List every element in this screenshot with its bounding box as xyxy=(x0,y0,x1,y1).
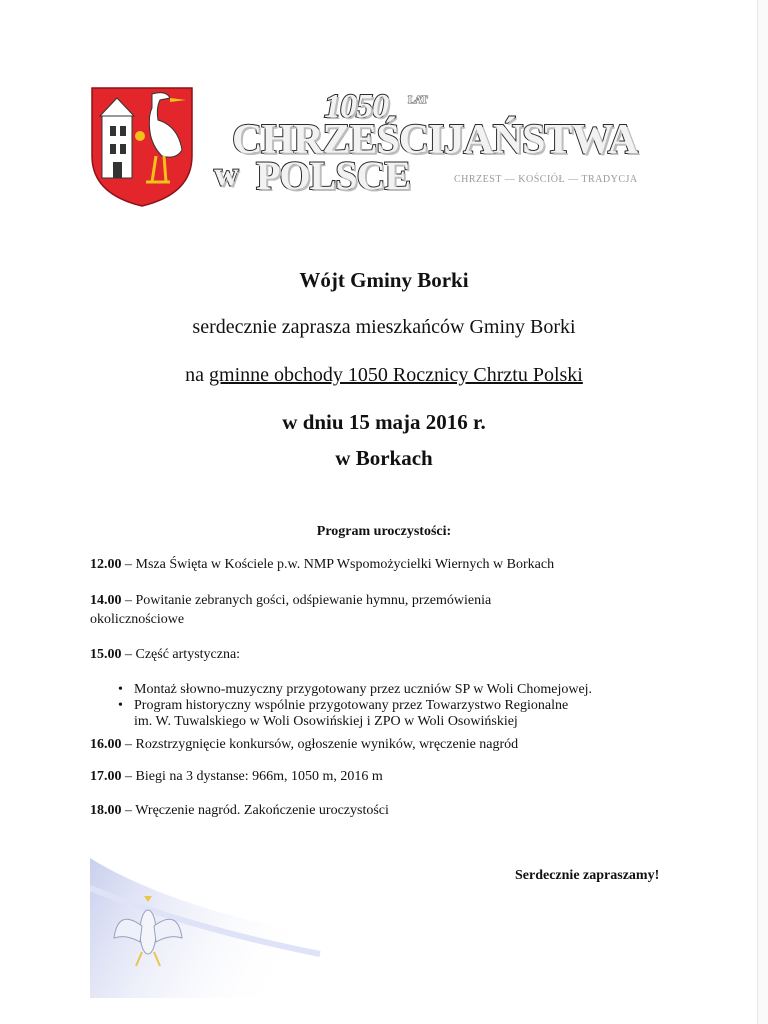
program-sub-item-cont xyxy=(90,714,650,730)
anniversary-banner xyxy=(212,82,742,198)
bullet-icon: • xyxy=(118,698,123,713)
banner-main: CHRZEŚCIJAŃSTWA xyxy=(232,117,638,163)
program-sub-item xyxy=(90,698,650,714)
heading-line-2: serdecznie zaprasza mieszkańców Gminy Borki xyxy=(192,316,576,338)
banner-number: 1050 xyxy=(324,88,388,125)
program-item xyxy=(90,555,650,574)
program-sub-text: Program historyczny wspólnie przygotowany przez Towarzystwo Regionalne xyxy=(134,698,569,713)
coat-of-arms-crest xyxy=(90,86,194,208)
program-sub-list xyxy=(90,682,650,730)
heading-date: w dniu 15 maja 2016 r. xyxy=(282,410,486,434)
heading-line-3 xyxy=(0,364,768,387)
program-item xyxy=(90,767,650,786)
program-item xyxy=(90,801,650,820)
heading-place: w Borkach xyxy=(335,446,433,470)
heading-line-1: Wójt Gminy Borki xyxy=(299,268,469,292)
banner-lat: LAT xyxy=(408,94,427,106)
program-time: 15.00 xyxy=(90,647,122,662)
program-time: 16.00 xyxy=(90,737,122,752)
program-text-cont: okolicznościowe xyxy=(90,612,185,627)
program-time: 17.00 xyxy=(90,769,122,784)
program-text: – Rozstrzygnięcie konkursów, ogłoszenie wyników, wręczenie nagród xyxy=(121,737,519,752)
program-item xyxy=(90,645,650,664)
program-text: – Powitanie zebranych gości, odśpiewanie hymnu, przemówienia xyxy=(121,593,492,608)
eagle-emblem-decoration xyxy=(90,858,330,998)
program-text: – Część artystyczna: xyxy=(121,647,241,662)
program-sub-text: Montaż słowno-muzyczny przygotowany przez uczniów SP w Woli Chomejowej. xyxy=(134,682,593,697)
program-text: – Biegi na 3 dystanse: 966m, 1050 m, 2016 m xyxy=(121,769,383,784)
program-time: 18.00 xyxy=(90,803,122,818)
program-sub-text: im. W. Tuwalskiego w Woli Osowińskiej i ZPO w Woli Osowińskiej xyxy=(134,714,518,729)
banner-subtitle: CHRZEST — KOŚCIÓŁ — TRADYCJA xyxy=(454,174,638,185)
banner-w: w xyxy=(214,156,238,193)
closing-invitation: Serdecznie zapraszamy! xyxy=(515,868,660,883)
program-time: 12.00 xyxy=(90,557,122,572)
banner-polsce: POLSCE xyxy=(256,153,411,198)
program-title: Program uroczystości: xyxy=(316,524,452,539)
bullet-icon: • xyxy=(118,682,123,697)
program-text: – Msza Święta w Kościele p.w. NMP Wspomożycielki Wiernych w Borkach xyxy=(121,557,555,572)
program-item xyxy=(90,591,650,629)
heading-line-3-underlined: gminne obchody 1050 Rocznicy Chrztu Polski xyxy=(209,364,583,386)
program-text: – Wręczenie nagród. Zakończenie uroczystości xyxy=(121,803,389,818)
program-sub-item xyxy=(90,682,650,698)
heading-line-3-prefix: na xyxy=(185,364,210,386)
program-time: 14.00 xyxy=(90,593,122,608)
page-edge xyxy=(757,0,768,1024)
program-item xyxy=(90,735,650,754)
